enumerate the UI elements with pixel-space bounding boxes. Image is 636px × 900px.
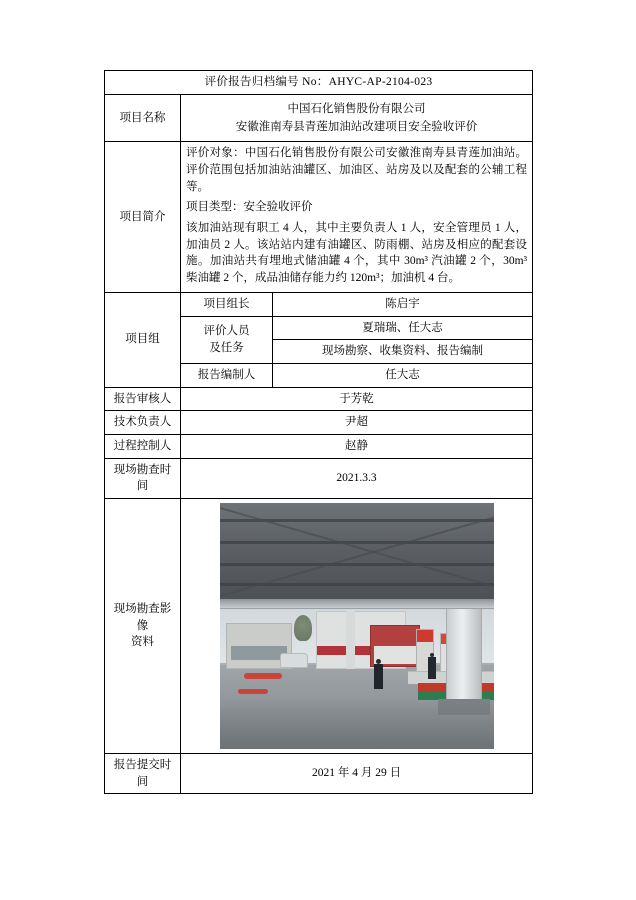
evaluators-value: 夏瑞瑞、任大志 — [273, 316, 533, 340]
project-name-line-1: 中国石化销售股份有限公司 — [287, 102, 426, 115]
project-intro-value — [181, 142, 533, 292]
photo-person-b-body — [428, 657, 436, 679]
process-control-label: 过程控制人 — [105, 434, 181, 458]
process-control-row — [105, 434, 533, 458]
photo-foreground-shadow — [220, 699, 494, 749]
team-leader-value: 陈启宇 — [273, 292, 533, 316]
reviewer-value: 于芳乾 — [181, 387, 533, 411]
report-writer-value: 任大志 — [273, 363, 533, 387]
photo-tree — [294, 615, 312, 641]
photo-curb-stone-1 — [244, 673, 282, 679]
team-leader-label: 项目组长 — [181, 292, 273, 316]
tech-lead-row — [105, 411, 533, 435]
photo-person-at-dispenser — [428, 653, 436, 679]
submit-time-row — [105, 753, 533, 793]
project-intro-row — [105, 142, 533, 292]
photo-canopy-column-middle — [346, 607, 355, 669]
site-photo-cell — [181, 498, 533, 753]
photo-canopy-beam-3 — [220, 563, 494, 566]
tech-lead-label: 技术负责人 — [105, 411, 181, 435]
submit-time-value: 2021 年 4 月 29 日 — [181, 753, 533, 793]
project-name-value — [181, 94, 533, 142]
site-photo-label — [105, 498, 181, 753]
archive-number-row — [105, 71, 533, 95]
photo-car — [280, 653, 308, 668]
reviewer-label: 报告审核人 — [105, 387, 181, 411]
archive-number-text: 评价报告归档编号 No：AHYC-AP-2104-023 — [105, 71, 533, 95]
photo-curb-stone-2 — [238, 689, 268, 694]
team-label: 项目组 — [105, 292, 181, 387]
project-name-row — [105, 94, 533, 142]
reviewer-row — [105, 387, 533, 411]
survey-time-row — [105, 458, 533, 498]
submit-time-label: 报告提交时间 — [105, 753, 181, 793]
evaluators-label-line-2: 及任务 — [209, 341, 244, 354]
project-intro-label: 项目简介 — [105, 142, 181, 292]
site-photo-label-line-2: 资料 — [131, 636, 154, 649]
photo-person-body — [374, 664, 383, 689]
team-leader-row — [105, 292, 533, 316]
site-photo-row — [105, 498, 533, 753]
evaluators-label-line-1: 评价人员 — [203, 325, 250, 337]
tech-lead-value: 尹超 — [181, 411, 533, 435]
photo-person-standing — [374, 659, 383, 689]
project-name-line-2: 安徽淮南寿县青莲加油站改建项目安全验收评价 — [235, 121, 478, 134]
intro-paragraph-1: 评价对象：中国石化销售股份有限公司安徽淮南寿县青莲加油站。评价范围包括加油站油罐区、加油区、站房及以及配套的公辅工程等。 — [186, 147, 528, 193]
site-survey-photo — [220, 503, 494, 749]
evaluators-label — [181, 316, 273, 363]
photo-canopy-column-right — [446, 599, 482, 707]
photo-canopy-edge — [220, 599, 494, 609]
process-control-value: 赵静 — [181, 434, 533, 458]
intro-paragraph-3: 该加油站现有职工 4 人，其中主要负责人 1 人，安全管理员 1 人，加油员 2 人。该站站内建有油罐区、防雨棚、站房及相应的配套设施。加油站共有埋地式储油罐 4 个，其中 30m³ 汽油罐 2 个，30m³ 柴油罐 2 个，成品油储存能力约 120m³；加油机 4 台。 — [186, 222, 528, 285]
project-summary-table — [104, 70, 533, 794]
site-photo-label-line-1: 现场勘查影像 — [113, 602, 172, 632]
intro-paragraph-2: 项目类型：安全验收评价 — [186, 201, 313, 214]
evaluators-task-value: 现场勘察、收集资料、报告编制 — [273, 340, 533, 364]
project-name-label: 项目名称 — [105, 94, 181, 142]
survey-time-value: 2021.3.3 — [181, 458, 533, 498]
report-writer-label: 报告编制人 — [181, 363, 273, 387]
survey-time-label: 现场勘查时间 — [105, 458, 181, 498]
photo-canopy-beam-2 — [220, 541, 494, 544]
